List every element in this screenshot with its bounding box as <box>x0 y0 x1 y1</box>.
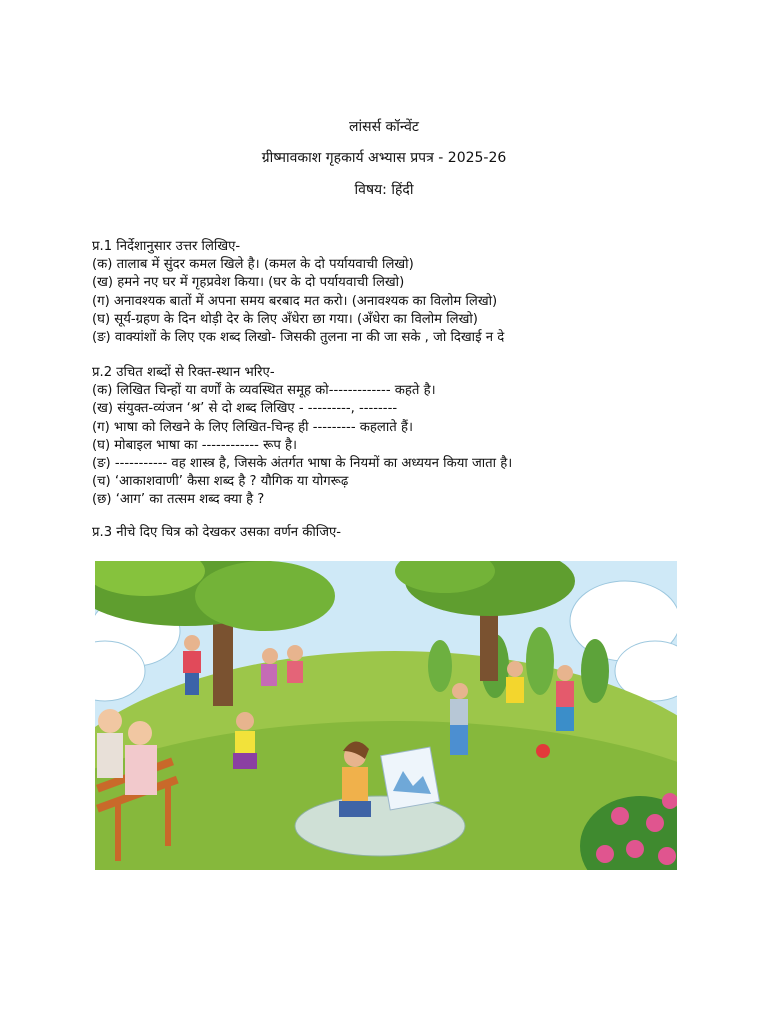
question-1-heading: प्र.1 निर्देशानुसार उत्तर लिखिए- <box>92 239 241 254</box>
question-2-item: (ख) संयुक्त-व्यंजन ‘श्र’ से दो शब्द लिखिए - ---------, -------- <box>92 401 398 417</box>
question-2-item: (क) लिखित चिन्हों या वर्णों के व्यवस्थित समूह को------------- कहते है। <box>92 383 436 399</box>
question-1-item: (ग) अनावश्यक बातों में अपना समय बरबाद मत करो। (अनावश्यक का विलोम लिखो) <box>92 293 498 309</box>
question-3 <box>92 524 712 542</box>
question-1-item: (क) तालाब में सुंदर कमल खिले है। (कमल के दो पर्यायवाची लिखो) <box>92 257 414 273</box>
worksheet-title: ग्रीष्मावकाश गृहकार्य अभ्यास प्रपत्र - 2025-26 <box>261 150 507 166</box>
school-name: लांसर्स कॉन्वेंट <box>349 119 419 135</box>
question-2-item: (च) ‘आकाशवाणी’ कैसा शब्द है ? यौगिक या योगरूढ़ <box>92 474 349 490</box>
question-1-item: (ख) हमने नए घर में गृहप्रवेश किया। (घर के दो पर्यायवाची लिखो) <box>92 275 405 291</box>
question-2 <box>92 364 712 510</box>
question-1-item: (ङ) वाक्यांशों के लिए एक शब्द लिखो- जिसकी तुलना ना की जा सके , जो दिखाई न दे <box>92 330 505 346</box>
question-2-item: (छ) ‘आग’ का तत्सम शब्द क्या है ? <box>92 492 265 508</box>
question-2-item: (घ) मोबाइल भाषा का ------------ रूप है। <box>92 437 298 453</box>
ball <box>536 744 550 758</box>
question-2-item: (ग) भाषा को लिखने के लिए लिखित-चिन्ह ही --------- कहलाते हैं। <box>92 419 413 435</box>
question-1 <box>92 238 712 347</box>
question-2-item: (ङ) ----------- वह शास्त्र है, जिसके अंतर्गत भाषा के नियमों का अध्ययन किया जाता है। <box>92 456 513 472</box>
question-2-heading: प्र.2 उचित शब्दों से रिक्त-स्थान भरिए- <box>92 365 275 380</box>
park-scene-picture <box>95 561 677 870</box>
question-3-heading: प्र.3 नीचे दिए चित्र को देखकर उसका वर्णन कीजिए- <box>92 525 342 540</box>
question-1-item: (घ) सूर्य-ग्रहण के दिन थोड़ी देर के लिए अँधेरा छा गया। (अँधेरा का विलोम लिखो) <box>92 311 478 327</box>
subject-line: विषय: हिंदी <box>354 182 414 198</box>
